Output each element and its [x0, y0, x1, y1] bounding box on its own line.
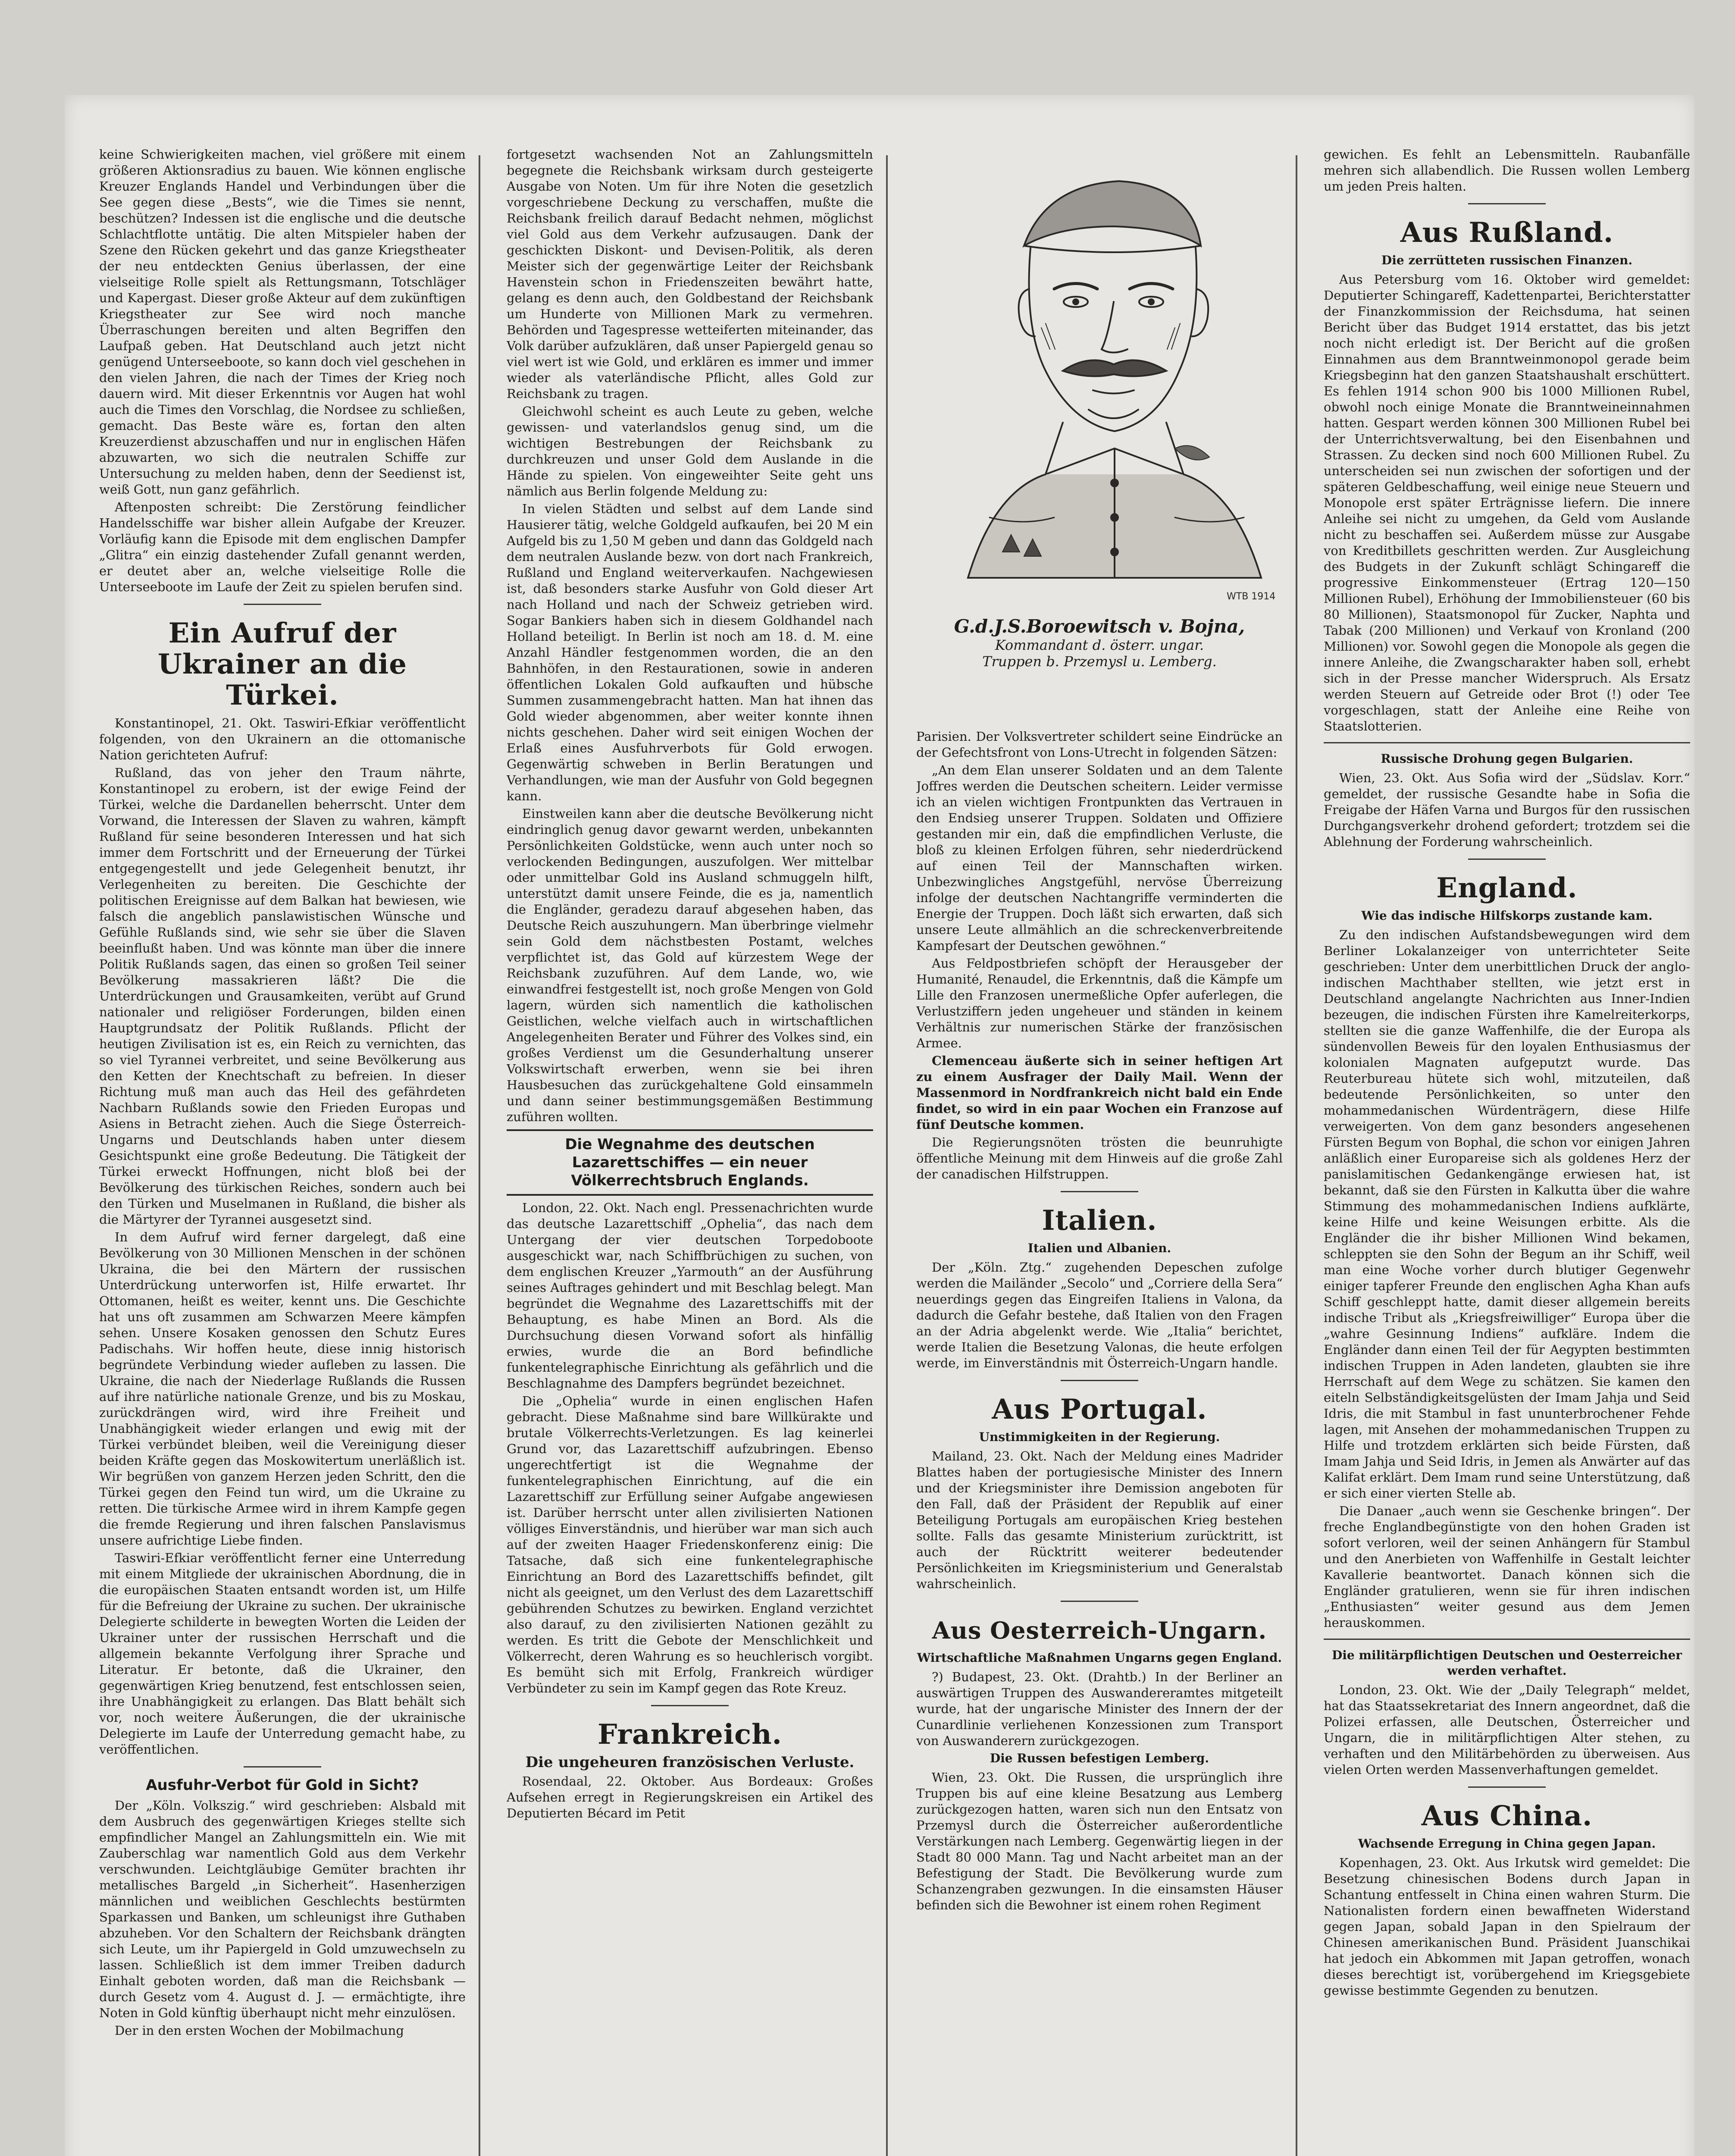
paragraph: Aftenposten schreibt: Die Zerstörung feindlicher Handelsschiffe war bisher allein Aufgabe der Kreuzer. Vorläufig kann die Episode mit dem englischen Dampfer „Glitra“ ein einzig dastehender Zufall genannt werden, er deutet aber an, welche vielseitige Rolle die Unterseeboote im Laufe der Zeit zu spielen berufen sind. [99, 500, 466, 594]
paragraph: Clemenceau äußerte sich in seiner heftigen Art zu einem Ausfrager der Daily Mail. Wenn der Massenmord in Nordfrankreich nicht bald ein Ende findet, so wird in ein paar Wochen ein Franzose auf fünf Deutsche kommen. [916, 1053, 1283, 1132]
separator [1468, 203, 1546, 204]
separator [244, 1766, 321, 1767]
paragraph: Zu den indischen Aufstandsbewegungen wird dem Berliner Lokalanzeiger von unterrichteter Seite geschrieben: Unter dem unerbittlichen Druck der anglo-indischen Machthaber stellten, wie jetzt erst in Deutschland angelangte Nachrichten aus Inner-Indien bezeugen, die indischen Fürsten ihre Kamelreiterkorps, stellten sie die ganze Waffenhilfe, die der Europa als sündenvollen Beweis für den loyalen Enthusiasmus der kolonialen Magnaten aufgeputzt wurde. Das Reuterbureau hütete sich wohl, mitzuteilen, daß bedeutende Persönlichkeiten, so unter den mohammedanischen Würdenträgern, diese Hilfe verweigerten. Von dem ganz besonders angesehenen Fürsten Begum von Bophal, die schon vor einigen Jahren anläßlich einer Europareise sich als goldenes Herz der panislamitischen Gedankengänge erwiesen hat, ist bekannt, daß sie den Fürsten in Kalkutta über die wahre Stimmung des mohammedanischen Indiens aufklärte, keine Hilfe und keine Weisungen erbitte. Als die Engländer die ihr bisher Millionen Wind bekamen, schleppten sie den Sohn der Begum an ihr Schiff, weil man eine Woche vorher durch blutiger Gegenwehr einiger tapferer Freunde den englischen Agha Khan aufs Schiff geschleppt hatte, damit dieser allgemein bereits indische Tribut als „Kriegsfreiwilliger“ Europa über die „wahre Gesinnung Indiens“ aufkläre. Indem die Engländer dann einen Teil der für Aegypten bestimmten indischen Truppen in Aden landeten, glaubten sie ihre Herrschaft auf dem Wege zu schätzen. Sie kamen den eiteln Selbständigkeitsgelüsten der Imam Jahja und Seid Idris, die mit Stambul in fast ununterbrochener Fehde lagen, mit Ansehen der mohammedanischen Truppen zu Hilfe und trotzdem erklärten sich beide Fürsten, daß Imam Jahja und Seid Idris, in Jemen als Anwärter auf das Kalifat erklärt. Dem Imam rund seine Unterstützung, daß er sich einer vierten Stelle ab. [1324, 928, 1690, 1501]
paragraph: Wien, 23. Okt. Aus Sofia wird der „Südslav. Korr.“ gemeldet, der russische Gesandte habe in Sofia die Freigabe der Häfen Varna und Burgos für den russischen Durchgangsverkehr drohend gefordert; trotzdem sei die Ablehnung der Forderung wahrscheinlich. [1324, 771, 1690, 849]
paragraph: Die „Ophelia“ wurde in einen englischen Hafen gebracht. Diese Maßnahme sind bare Willkürakte und brutale Völkerrechts-Verletzungen. Es lag keinerlei Grund vor, das Lazarettschiff aufzubringen. Ebenso ungerechtfertigt ist die Wegnahme der funkentelegraphischen Einrichtung, auf die ein Lazarettschiff zur Erfüllung seiner Aufgabe angewiesen ist. Darüber herrscht unter allen zivilisierten Nationen völliges Einverständnis, und hierüber war man sich auch auf der zweiten Haager Friedenskonferenz einig: Die Tatsache, daß sich eine funkentelegraphische Einrichtung an Bord des Lazarettschiffs befindet, gilt nicht als geeignet, um den Verlust des dem Lazarettschiff gebührenden Schutzes zu bewirken. England verzichtet also darauf, zu den zivilisierten Nationen gezählt zu werden. Es tritt die Gebote der Menschlichkeit und Völkerrecht, deren Wahrung es so heuchlerisch vorgibt. Es bemüht sich mit Erfolg, Frankreich würdiger Verbündeter zu sein im Kampf gegen das Rote Kreuz. [507, 1394, 873, 1695]
column-rule [479, 155, 480, 2156]
headline-italien: Italien. [1042, 1204, 1157, 1237]
paragraph: Rosendaal, 22. Oktober. Aus Bordeaux: Großes Aufsehen erregt in Regierungskreisen ein Artikel des Deputierten Bécard im Petit [507, 1774, 873, 1821]
paragraph: ?) Budapest, 23. Okt. (Drahtb.) In der Berliner an auswärtigen Truppen des Auswandereramtes mitgeteilt wurde, hat der ungarische Minister des Innern der der Cunardlinie verliehenen Konzessionen zum Transport von Auswanderern zurückgezogen. [916, 1670, 1283, 1748]
column-rule [1296, 155, 1297, 2156]
headline-gold: Ausfuhr-Verbot für Gold in Sicht? [146, 1777, 419, 1794]
headline-lazarettschiff: Die Wegnahme des deutschen Lazarettschiffes — ein neuer Völkerrechtsbruch Englands. [565, 1136, 815, 1189]
paragraph: Aus Feldpostbriefen schöpft der Herausgeber der Humanité, Renaudel, die Erkenntnis, daß die Kämpfe um Lille den Franzosen unermeßliche Opfer auferlegen, die Verlustziffern jeden ungeheuer und ständen in keinem Verhältnis zur numerischen Stärke der französischen Armee. [916, 956, 1283, 1050]
column-1 [99, 147, 466, 2156]
separator [1061, 1380, 1138, 1381]
paragraph: Der „Köln. Ztg.“ zugehenden Depeschen zufolge werden die Mailänder „Secolo“ und „Corriere della Sera“ neuerdings gegen das Eingreifen Italiens in Valona, da dadurch die Gefahr bestehe, daß Italien von den Fragen an der Adria abgelenkt werde. Wie „Italia“ berichtet, werde Italien die Besetzung Valonas, die heute erfolgen werde, im Einverständnis mit Österreich-Ungarn handle. [916, 1260, 1283, 1370]
separator [244, 604, 321, 605]
separator [1061, 1191, 1138, 1192]
headline-russland: Aus Rußland. [1400, 216, 1614, 249]
portrait-caption-line1: Kommandant d. österr. ungar. [995, 637, 1204, 653]
headline-ukraine: Ein Aufruf der Ukrainer an die Türkei. [158, 617, 407, 711]
paragraph: „An dem Elan unserer Soldaten und an dem Talente Joffres werden die Deutschen scheitern. Leider vermisse ich an vielen wichtigen Frontpunkten das Vertrauen in den Endsieg unserer Truppen. Soldaten und Offiziere gestanden mir ein, daß die empfindlichen Verluste, die bloß zu kleinen Erfolgen führen, sehr niederdrückend auf einen Teil der Mannschaften wirken. Unbezwingliches Angstgefühl, nervöse Überreizung infolge der deutschen Nachtangriffe verminderten die Energie der Truppen. Doch läßt sich erwarten, daß sich unsere Leute allmählich an die schreckenverbreitende Kampfesart der Deutschen gewöhnen.“ [916, 763, 1283, 953]
paragraph: Die Regierungsnöten trösten die beunruhigte öffentliche Meinung mit dem Hinweis auf die große Zahl der canadischen Hilfstruppen. [916, 1135, 1283, 1181]
paragraph: In dem Aufruf wird ferner dargelegt, daß eine Bevölkerung von 30 Millionen Menschen in der schönen Ukraina, die bei den Märtern der russischen Unterdrückung unterworfen ist, Hilfe erwartet. Ihr Ottomanen, heißt es weiter, kennt uns. Die Geschichte hat uns oft zusammen am Schwarzen Meere kämpfen sehen. Unsere Kosaken genossen den Schutz Eures Padischahs. Wir hoffen heute, diese innig historisch begründete Verbindung wieder aufleben zu lassen. Die Ukraine, die nach der Niederlage Rußlands die Russen auf ihre natürliche nationale Grenze, und bis zu Moskau, zurückdrängen wird, wird ihre Freiheit und Unabhängigkeit wieder erlangen und ewig mit der Türkei verbündet bleiben, weil die Vereinigung dieser beiden Kräfte gegen das Moskowitertum unerläßlich ist. Wir begrüßen von ganzem Herzen jeden Schritt, den die Türkei gegen den Feind tun wird, um die Ukraine zu retten. Die türkische Armee wird in ihrem Kampfe gegen die fremde Regierung und ihren falschen Panslavismus unsere aufrichtige Liebe finden. [99, 1230, 466, 1548]
column-4 [1324, 147, 1690, 2156]
headline-oesterreich-ungarn: Aus Oesterreich-Ungarn. [932, 1617, 1267, 1644]
subheadline: Die zerrütteten russischen Finanzen. [1381, 253, 1633, 267]
paragraph: Taswiri-Efkiar veröffentlicht ferner eine Unterredung mit einem Mitgliede der ukrainischen Abordnung, die in die europäischen Staaten entsandt worden ist, um Hilfe für die Befreiung der Ukraine zu suchen. Der ukrainische Delegierte schilderte in bewegten Worten die Leiden der Ukrainer unter der russischen Herrschaft und die allgemein bekannte Verfolgung ihrer Sprache und Literatur. Er betonte, daß die Ukrainer, den gegenwärtigen Krieg benutzend, fest entschlossen seien, ihre Unabhängigkeit zu erlangen. Das Blatt behält sich vor, noch weitere Äußerungen, die der ukrainische Delegierte im Laufe der Unterredung gemacht habe, zu veröffentlichen. [99, 1551, 466, 1757]
headline-frankreich: Frankreich. [598, 1718, 782, 1751]
subheadline: Die Russen befestigen Lemberg. [990, 1751, 1209, 1765]
paragraph: Parisien. Der Volksvertreter schildert seine Eindrücke an der Gefechtsfront von Lons-Utrecht in folgenden Sätzen: [916, 729, 1283, 760]
paragraph: Aus Petersburg vom 16. Oktober wird gemeldet: Deputierter Schingareff, Kadettenpartei, Berichterstatter der Finanzkommission der Reichsduma, hat seinen Bericht über das Budget 1914 erstattet, das bis jetzt noch nicht erledigt ist. Der Bericht auf die großen Einnahmen aus dem Branntweinmonopol gerade beim Kriegsbeginn hat den ganzen Staatshaushalt erschüttert. Es fehlen 1914 schon 900 bis 1000 Millionen Rubel, obwohl noch einige Monate die Branntweineinnahmen hatten. Gespart werden können 300 Millionen Rubel bei der Unterrichtsverwaltung, bei den Eisenbahnen und Strassen. Zu decken sind noch 600 Millionen Rubel. Zu unterscheiden sei nun zwischen der sofortigen und der späteren Geldbeschaffung, weil einige neue Steuern und Monopole erst später Erträgnisse liefern. Die innere Anleihe sei nicht zu umgehen, da Geld vom Auslande nicht zu beschaffen sei. Außerdem müsse zur Ausgabe von Kreditbillets geschritten werden. Zur Ausgleichung des Budgets in der Zukunft schlägt Schingareff die progressive Einkommensteuer (Ertrag 120—150 Millionen Rubel), Erhöhung der Immobiliensteuer (60 bis 80 Millionen), Staatsmonopol für Zucker, Naphta und Tabak (200 Millionen) und Verkauf von Kronland (200 Millionen) vor. Sowohl gegen die Monopole als gegen die innere Anleihe, die Zwangscharakter haben soll, erhebt sich in der Presse mancher Widerspruch. Als Ersatz werden Steuern auf Getreide oder Brot (!) oder Tee vorgeschlagen, statt der Anleihe eine Reihe von Staatslotterien. [1324, 272, 1690, 733]
subheadline: Italien und Albanien. [1027, 1241, 1171, 1255]
separator [1061, 1601, 1138, 1602]
paragraph: Die Danaer „auch wenn sie Geschenke bringen“. Der freche Englandbegünstigte von den hohen Graden ist sofort verloren, weil der seinen Anhängern für Stambul und den Anerbieten von Waffenhilfe in Gestalt leichter Kavallerie beantwortet. Danach können sich die Engländer gratulieren, wenn sie für ihren indischen „Enthusiasten“ weiter gesund aus dem Jemen herauskommen. [1324, 1504, 1690, 1630]
portrait-caption-line2: Truppen b. Przemysl u. Lemberg. [982, 653, 1217, 670]
paragraph: Der „Köln. Volkszig.“ wird geschrieben: Alsbald mit dem Ausbruch des gegenwärtigen Krieges stellte sich empfindlicher Mangel an Zahlungsmitteln ein. Wie mit Zauberschlag war namentlich Gold aus dem Verkehr verschwunden. Leichtgläubige Gemüter brachten ihr metallisches Bargeld „in Sicherheit“. Hasenherzigen männlichen und weiblichen Geschlechts bestürmten Sparkassen und Banken, um schleunigst ihre Guthaben abzuheben. Vor den Schaltern der Reichsbank drängten sich Leute, um ihr Papiergeld in Gold umzuwechseln zu lassen. Schließlich ist dem immer Treiben dadurch Einhalt geboten worden, daß man die Reichsbank — durch Gesetz vom 4. August d. J. — ermächtigte, ihre Noten in Gold künftig überhaupt nicht mehr einzulösen. [99, 1798, 466, 2020]
subheadline: Wie das indische Hilfskorps zustande kam. [1361, 909, 1653, 923]
subheadline: Wirtschaftliche Maßnahmen Ungarns gegen England. [917, 1651, 1282, 1665]
portrait-illustration [916, 147, 1283, 720]
artist-signature: WTB 1914 [1227, 591, 1276, 602]
paragraph: Rußland, das von jeher den Traum nährte, Konstantinopel zu erobern, ist der ewige Feind der Türkei, welche die Dardanellen beherrscht. Unter dem Vorwand, die Interessen der Slaven zu wahren, kämpft Rußland für seine besonderen Interessen und hat sich immer dem Fortschritt und der Erneuerung der Türkei entgegengestellt und jede Gelegenheit benutzt, ihr Verlegenheiten zu bereiten. Die Geschichte der politischen Ereignisse auf dem Balkan hat bewiesen, wie falsch die angeblich panslawistischen Wünsche und Gefühle Rußlands sind, wie sehr sie über die Slaven beeinflußt haben. Und was könnte man über die innere Politik Rußlands sagen, das einen so großen Teil seiner Bevölkerung massakrieren läßt? Die die Unterdrückungen und Grausamkeiten, verübt auf Grund nationaler und religiöser Forderungen, bilden einen Hauptgrundsatz der Politik Rußlands. Pflicht der heutigen Zivilisation ist es, ein Reich zu vernichten, das so viel Tyrannei verbreitet, und seine Bevölkerung aus den Ketten der Knechtschaft zu befreien. In dieser Richtung muß man auch das Heil des gefährdeten Nachbarn Rußlands sowie den Frieden Europas und Asiens in Betracht ziehen. Auch die Siege Österreich-Ungarns und Deutschlands haben unter diesem Gesichtspunkt eine große Bedeutung. Die Tätigkeit der Türkei erweckt Hoffnungen, nicht bloß bei der Bevölkerung des türkischen Reiches, sondern auch bei den Türken und Muselmanen in Rußland, die bisher als die Märtyrer der Tyrannei ausgesetzt sind. [99, 765, 466, 1227]
paragraph: fortgesetzt wachsenden Not an Zahlungsmitteln begegnete die Reichsbank wirksam durch gesteigerte Ausgabe von Noten. Um für ihre Noten die gesetzlich vorgeschriebene Deckung zu verschaffen, mußte die Reichsbank freilich darauf Bedacht nehmen, möglichst viel Gold aus dem Verkehr aufzusaugen. Dank der geschickten Diskont- und Devisen-Politik, als deren Meister sich der gegenwärtige Leiter der Reichsbank Havenstein schon in Friedenszeiten bewährt hatte, gelang es denn auch, den Goldbestand der Reichsbank um Hunderte von Millionen Mark zu vermehren. Behörden und Tagespresse wetteiferten miteinander, das Volk darüber aufzuklären, daß unser Papiergeld genau so viel wert ist wie Gold, und erklären es immer und immer wieder als vaterländische Pflicht, alles Gold zur Reichsbank zu tragen. [507, 147, 873, 401]
paragraph: London, 22. Okt. Nach engl. Pressenachrichten wurde das deutsche Lazarettschiff „Ophelia“, das nach dem Untergang der vier deutschen Torpedoboote ausgeschickt war, nach Schiffbrüchigen zu suchen, von dem englischen Kreuzer „Yarmouth“ an der Ausführung seines Auftrages gehindert und mit Beschlag belegt. Man begründet die Wegnahme des Lazarettschiffs mit der Behauptung, es habe Minen an Bord. Als die Durchsuchung diesen Vorwand sofort als hinfällig erwies, wurde die an Bord befindliche funkentelegraphische Einrichtung als gefährlich und die Beschlagnahme des Dampfers begründet bezeichnet. [507, 1200, 873, 1391]
paragraph: In vielen Städten und selbst auf dem Lande sind Hausierer tätig, welche Goldgeld aufkaufen, bei 20 M ein Aufgeld bis zu 1,50 M geben und dann das Goldgeld nach dem neutralen Auslande bezw. von dort nach Frankreich, Rußland und England weiterverkaufen. Nachgewiesen ist, daß besonders starke Ausfuhr von Gold dieser Art nach Holland und nach der Schweiz getrieben wird. Sogar Bankiers haben sich in diesem Goldhandel nach Holland beteiligt. In Berlin ist noch am 18. d. M. eine Anzahl Händler festgenommen worden, die an den Bahnhöfen, in den Restaurationen, sowie in anderen öffentlichen Lokalen Gold aufkauften und hübsche Summen zusammengebracht hatten. Man hat ihnen das Gold wieder abgenommen, aber weiter konnte ihnen nichts geschehen. Daher wird seit einigen Wochen der Erlaß eines Ausfuhrverbots für Gold erwogen. Gegenwärtig schweben in Berlin Beratungen und Verhandlungen, wie man der Ausfuhr von Gold begegnen kann. [507, 501, 873, 803]
subheadline: Unstimmigkeiten in der Regierung. [979, 1430, 1220, 1444]
separator [1468, 859, 1546, 860]
separator [651, 1705, 729, 1706]
subheadline: Wachsende Erregung in China gegen Japan. [1358, 1836, 1656, 1851]
paragraph: London, 23. Okt. Wie der „Daily Telegraph“ meldet, hat das Staatssekretariat des Innern angeordnet, daß die Polizei erfassen, alle Deutschen, Österreicher und Ungarn, die in militärpflichtigen Alter stehen, zu verhaften und den Militärbehörden zu überweisen. Aus vielen Orten werden Massenverhaftungen gemeldet. [1324, 1683, 1690, 1777]
headline-england: England. [1436, 872, 1578, 904]
paragraph: Gleichwohl scheint es auch Leute zu geben, welche gewissen- und vaterlandslos genug sind, um die wichtigen Bestrebungen der Reichsbank zu durchkreuzen und unser Gold dem Auslande in die Hände zu spielen. Von eingeweihter Seite geht uns nämlich aus Berlin folgende Meldung zu: [507, 404, 873, 498]
headline-portugal: Aus Portugal. [992, 1393, 1207, 1426]
subheadline: Die ungeheuren französischen Verluste. [525, 1754, 855, 1771]
subheadline: Die militärpflichtigen Deutschen und Oesterreicher werden verhaftet. [1331, 1648, 1682, 1678]
portrait-caption-name: G.d.J.S.Boroewitsch v. Bojna, [954, 616, 1245, 637]
paragraph: Wien, 23. Okt. Die Russen, die ursprünglich ihre Truppen bis auf eine kleine Besatzung aus Lemberg zurückgezogen hatten, waren sich nun den Entsatz von Przemysl durch die Österreicher außerordentliche Verstärkungen nach Lemberg. Gegenwärtig liegen in der Stadt 80 000 Mann. Tag und Nacht arbeitet man an der Befestigung der Stadt. Die Bevölkerung wurde zum Schanzengraben gezwungen. In die einsamsten Häuser befinden sich die Bewohner ist einem rohen Regiment [916, 1770, 1283, 1912]
separator [1324, 1639, 1690, 1640]
paragraph: Mailand, 23. Okt. Nach der Meldung eines Madrider Blattes haben der portugiesische Minister des Innern und der Kriegsminister ihre Demission angeboten für den Fall, daß der Präsident der Republik auf einer Beteiligung Portugals am europäischen Krieg bestehen sollte. Falls das gesamte Ministerium zurücktritt, ist auch der Rücktritt weiterer bedeutender Persönlichkeiten im Kriegsministerium und Generalstab wahrscheinlich. [916, 1449, 1283, 1591]
paragraph: Kopenhagen, 23. Okt. Aus Irkutsk wird gemeldet: Die Besetzung chinesischen Bodens durch Japan in Schantung entfesselt in China einen wahren Sturm. Die Nationalisten fordern einen bewaffneten Widerstand gegen Japan, sobald Japan in den Spielraum der Chinesen amerikanischen Bund. Präsident Juanschikai hat jedoch ein Abkommen mit Japan getroffen, wonach dieses berechtigt ist, vorübergehend im Kriegsgebiete gewisse bestimmte Gegenden zu benutzen. [1324, 1855, 1690, 1998]
column-2 [507, 147, 873, 2156]
headline-box [507, 1129, 873, 1196]
separator [1324, 742, 1690, 743]
paragraph: Konstantinopel, 21. Okt. Taswiri-Efkiar veröffentlicht folgenden, von den Ukrainern an die ottomanische Nation gerichteten Aufruf: [99, 716, 466, 762]
separator [1468, 1786, 1546, 1788]
paragraph: keine Schwierigkeiten machen, viel größere mit einem größeren Aktionsradius zu bauen. Wie können englische Kreuzer Englands Handel und Verbindungen über die See gegen diese „Bests“, wie die Times sie nennt, beschützen? Indessen ist die englische und die deutsche Schlachtflotte untätig. Die alten Mitspieler haben der Szene den Rücken gekehrt und das ganze Kriegstheater der neu entdeckten Genius überlassen, der eine vielseitige Rolle spielt als Rettungsmann, Totschläger und Kapergast. Dieser große Akteur auf dem zukünftigen Kriegstheater zur See wird noch manche Überraschungen bereiten und alten Begriffen den Laufpaß geben. Hat Deutschland auch jetzt nicht genügend Unterseeboote, so kann doch viel geschehen in den vielen Jahren, die nach der Times der Krieg noch dauern wird. Mit dieser Erkenntnis vor Augen hat wohl auch die Times den Vorschlag, die Nordsee zu schließen, gemacht. Das Beste wäre es, fortan den alten Kreuzerdienst abzuschaffen und nur in englischen Häfen abzuwarten, wo sich die neutralen Schiffe zur Untersuchung zu melden haben, denn der Seedienst ist, weiß Gott, nun ganz gefährlich. [99, 147, 466, 497]
newspaper-page [65, 95, 1694, 2156]
paragraph: gewichen. Es fehlt an Lebensmitteln. Raubanfälle mehren sich allabendlich. Die Russen wollen Lemberg um jeden Preis halten. [1324, 147, 1690, 194]
column-3 [916, 147, 1283, 2156]
paragraph: Einstweilen kann aber die deutsche Bevölkerung nicht eindringlich genug davor gewarnt werden, unbekannten Persönlichkeiten Goldstücke, wenn auch unter noch so verlockenden Bedingungen, auszufolgen. Wer mittelbar oder unmittelbar Gold ins Ausland schmuggeln hilft, unterstützt damit unsere Feinde, die es ja, namentlich die Engländer, geradezu darauf abgesehen haben, das Deutsche Reich auszuhungern. Man überbringe vielmehr sein Gold dem nächstbesten Postamt, welches verpflichtet ist, das Gold auf kürzestem Wege der Reichsbank zuzuführen. Auf dem Lande, wo, wie einwandfrei festgestellt ist, noch große Mengen von Gold lagern, würden sich namentlich die katholischen Geistlichen, welche vielfach auch in wirtschaftlichen Angelegenheiten Berater und Führer des Volkes sind, ein großes Verdienst um die Gesunderhaltung unserer Volkswirtschaft erwerben, wenn sie bei ihren Hausbesuchen das zurückgehaltene Gold einsammeln und dann seiner bestimmungsgemäßen Bestimmung zuführen wollten. [507, 806, 873, 1124]
headline-china: Aus China. [1421, 1800, 1593, 1832]
subheadline: Russische Drohung gegen Bulgarien. [1381, 752, 1633, 766]
portrait-drawing [916, 147, 1283, 612]
paragraph: Der in den ersten Wochen der Mobilmachung [115, 2023, 404, 2038]
column-rule [886, 155, 888, 2156]
